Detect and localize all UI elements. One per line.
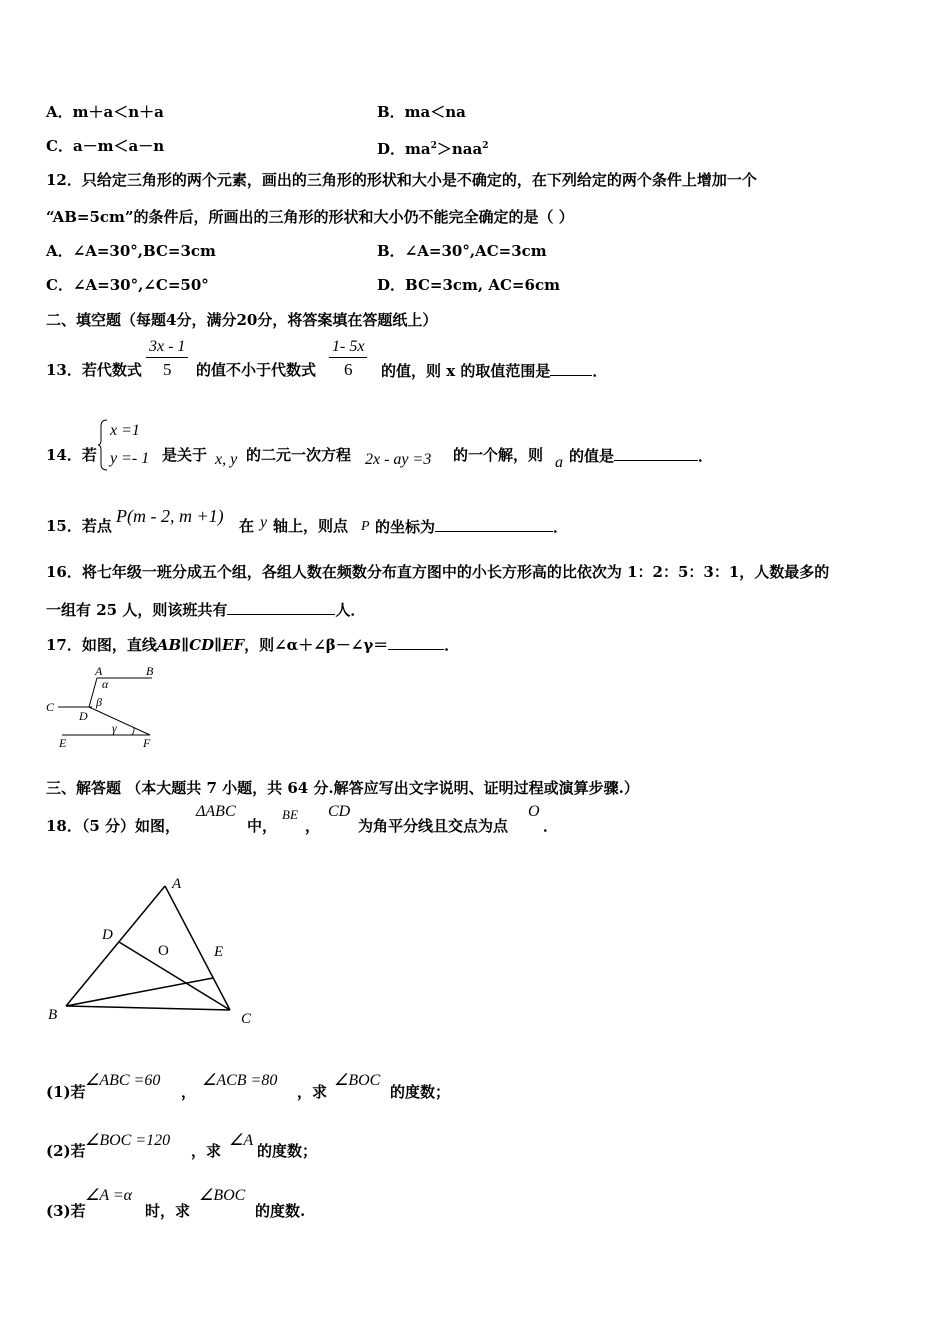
- q12-option-b: B．∠A=30°,AC=3cm: [377, 242, 547, 260]
- q18-part2-prefix: (2)若: [46, 1142, 86, 1160]
- q18-part3-suffix: 的度数.: [255, 1202, 306, 1220]
- q18-text-1: 中，: [247, 817, 278, 835]
- q17-angle-gamma: γ: [112, 721, 117, 735]
- q18-label-e: E: [214, 944, 224, 960]
- q17-angle-alpha: α: [102, 677, 109, 691]
- q18-figure: [40, 864, 270, 1032]
- q13-middle: 的值不小于代数式: [196, 361, 317, 379]
- q18-part1-suffix: 的度数；: [390, 1083, 451, 1101]
- q15-var-y: y: [260, 514, 268, 531]
- q18-part1-condition-1: ∠ABC =60: [85, 1072, 161, 1089]
- q18-part1-condition-2: ∠ACB =80: [202, 1072, 278, 1089]
- q17-angle-beta: β: [96, 695, 102, 709]
- q12-option-a: A．∠A=30°,BC=3cm: [46, 242, 216, 260]
- q18-part1-ask: ，求: [297, 1083, 328, 1101]
- q13-suffix: 的值，则 x 的取值范围是 ．: [381, 362, 608, 380]
- q18-label-b: B: [48, 1007, 58, 1023]
- q18-part3-ask: 时，求: [145, 1202, 191, 1220]
- q12-stem-line1: 12．只给定三角形的两个元素，画出的三角形的形状和大小是不确定的，在下列给定的两个条件上增加一个: [46, 171, 757, 189]
- q18-part3-prefix: (3)若: [46, 1202, 86, 1220]
- q17-label-b: B: [146, 664, 154, 678]
- q17-label-f: F: [143, 736, 151, 750]
- q12-stem-line2: “AB=5cm”的条件后，所画出的三角形的形状和大小仍不能完全确定的是（ ）: [46, 208, 574, 226]
- q15-suffix: 的坐标为 ．: [375, 518, 569, 536]
- q18-part2-suffix: 的度数；: [257, 1142, 318, 1160]
- q14-system-eq1: x =1: [110, 422, 140, 439]
- q15-var-p: P: [361, 519, 370, 534]
- q18-be: BE: [282, 807, 298, 822]
- q18-part1-prefix: (1)若: [46, 1083, 86, 1101]
- q14-var-a: a: [555, 454, 563, 471]
- q18-part1-separator: ，: [181, 1083, 197, 1101]
- q11-option-c: C．a－m＜a－n: [46, 137, 165, 155]
- q18-label-o: O: [158, 943, 169, 959]
- q18-label-c: C: [241, 1011, 252, 1027]
- q14-suffix: 的值是 ．: [569, 447, 714, 465]
- q18-end: ．: [543, 817, 559, 835]
- q14-text-3: 的一个解，则: [453, 446, 544, 464]
- answer-blank[interactable]: [550, 361, 592, 376]
- q17-label-d: D: [79, 709, 88, 723]
- q18-part2-condition: ∠BOC =120: [85, 1132, 171, 1149]
- q18-cd: CD: [328, 803, 351, 820]
- q11-option-b: B．ma＜na: [377, 103, 466, 121]
- q14-prefix: 14．若: [46, 446, 97, 464]
- q18-prefix: 18．（5 分）如图，: [46, 817, 181, 835]
- q18-part2-ask: ，求: [191, 1142, 222, 1160]
- q12-option-d: D．BC=3cm, AC=6cm: [377, 276, 560, 294]
- q17-label-e: E: [59, 736, 67, 750]
- q14-system-eq2: y =- 1: [110, 450, 150, 467]
- q14-text-1: 是关于: [162, 446, 208, 464]
- q14-text-2: 的二元一次方程: [246, 446, 352, 464]
- q12-option-c: C．∠A=30°,∠C=50°: [46, 276, 209, 294]
- q14-equation: 2x - ay =3: [365, 451, 432, 468]
- section-2-heading: 二、填空题（每题4分，满分20分，将答案填在答题纸上）: [46, 311, 438, 329]
- q18-part1-target: ∠BOC: [334, 1072, 381, 1089]
- q11-option-a: A．m＋a＜n＋a: [46, 103, 164, 121]
- q13-fraction-1: $\frac{3x - 1}{5}$: [146, 336, 188, 380]
- q18-part3-condition: ∠A =α: [85, 1187, 133, 1204]
- section-3-heading: 三、解答题 （本大题共 7 小题，共 64 分.解答应写出文字说明、证明过程或演算步骤.）: [46, 779, 639, 797]
- q15-prefix: 15．若点: [46, 517, 112, 535]
- q16-stem-line1: 16．将七年级一班分成五个组，各组人数在频数分布直方图中的小长方形高的比依次为 1：2：5：3：1，人数最多的: [46, 563, 830, 581]
- q18-triangle: ΔABC: [196, 803, 236, 820]
- q18-comma: ，: [305, 817, 321, 835]
- q18-o: O: [528, 803, 540, 820]
- q16-stem-line2: 一组有 25 人，则该班共有 人．: [46, 601, 366, 619]
- q18-part3-target: ∠BOC: [199, 1187, 246, 1204]
- q15-text-1: 在: [239, 517, 255, 535]
- q18-label-d: D: [102, 927, 113, 943]
- brace-icon: [97, 418, 109, 472]
- q17-label-a: A: [95, 664, 103, 678]
- q14-vars: x, y: [215, 451, 238, 468]
- q13-fraction-2: $\frac{1- 5x}{6}$: [329, 336, 367, 380]
- q11-option-d: D．$ma^2>naa^2$: [377, 140, 489, 158]
- answer-blank[interactable]: [227, 600, 335, 615]
- answer-blank[interactable]: [388, 635, 444, 650]
- answer-blank[interactable]: [614, 446, 698, 461]
- q13-prefix: 13．若代数式: [46, 361, 142, 379]
- answer-blank[interactable]: [435, 517, 553, 532]
- q18-label-a: A: [172, 876, 182, 892]
- q17-stem: 17．如图，直线AB∥CD∥EF，则∠α＋∠β－∠γ＝ ．: [46, 636, 460, 654]
- q17-label-c: C: [46, 700, 55, 714]
- q15-point: P(m - 2, m +1): [116, 506, 224, 526]
- q17-figure: [40, 660, 170, 752]
- q18-text-2: 为角平分线且交点为点: [358, 817, 509, 835]
- q15-text-2: 轴上，则点: [273, 517, 349, 535]
- q18-part2-target: ∠A: [229, 1132, 254, 1149]
